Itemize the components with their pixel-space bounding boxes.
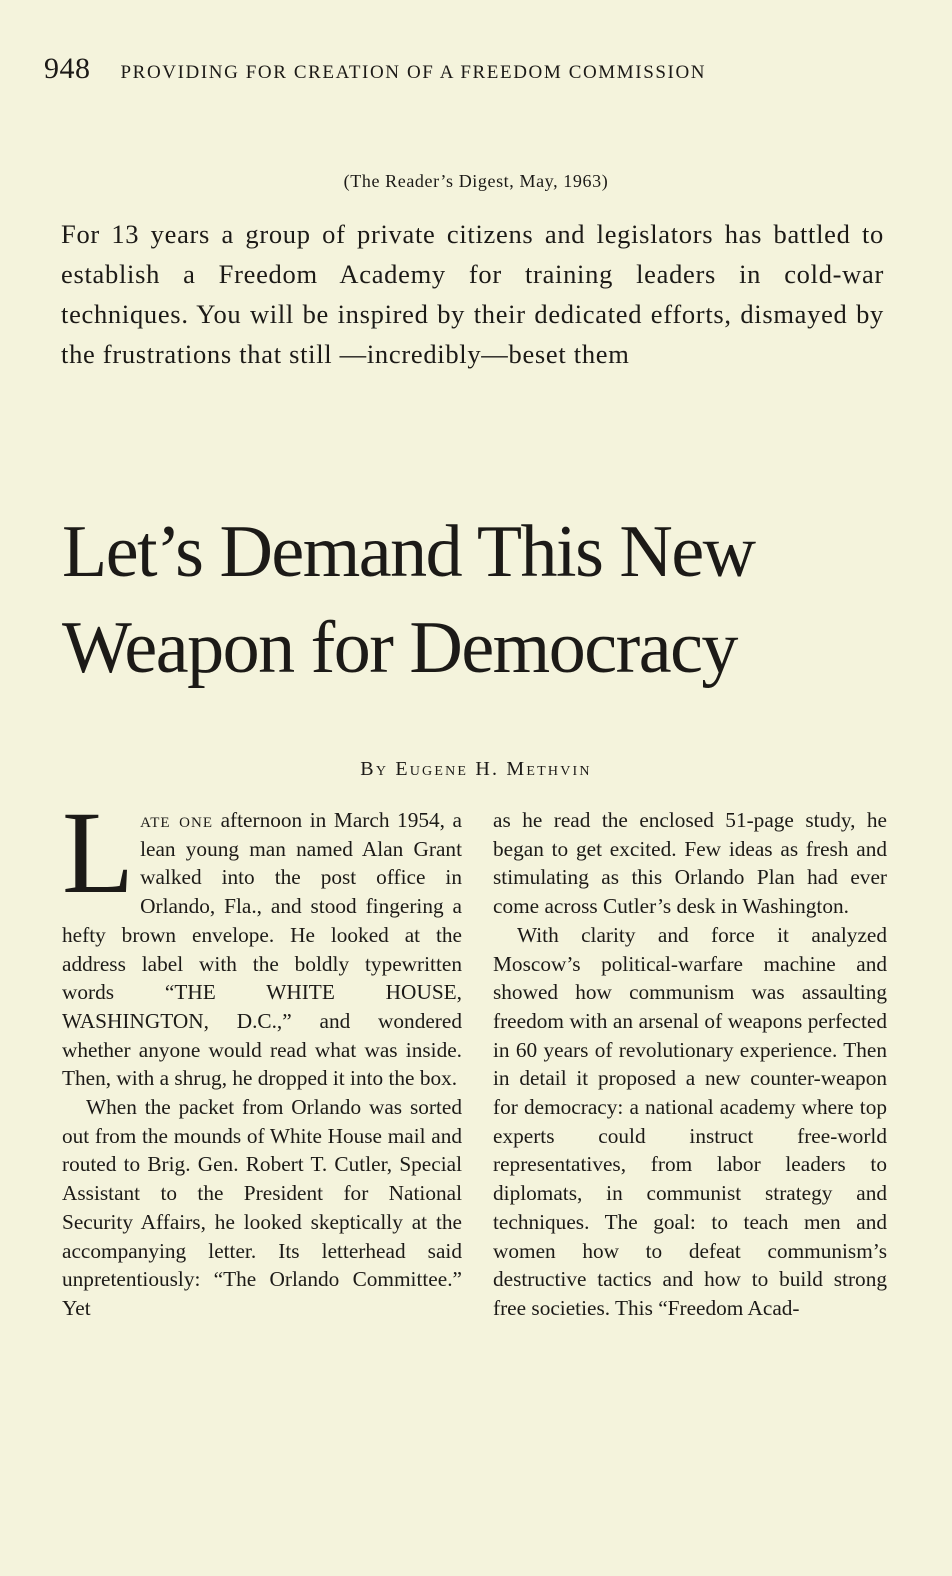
headline-line-1: Let’s Demand This New — [62, 511, 755, 593]
article-column-left — [62, 787, 462, 1323]
article-headline — [62, 504, 902, 696]
running-head — [44, 52, 844, 86]
page-number: 948 — [44, 52, 91, 85]
lead-in: ate one — [140, 808, 213, 832]
paragraph: as he read the enclosed 51-page study, he began to get excited. Few ideas as fresh and stimulating as this Orlando Plan had ever come across Cutler’s desk in Washington. — [493, 808, 887, 919]
paragraph-text: afternoon in March 1954, a lean young man named Alan Grant walked into the post office in Orlando, Fla., and stood fingering a hefty brown envelope. He looked at the address label with the boldly typewritten words “THE WHITE HOUSE, WASHINGTON, D.C.,” and wondered whether anyone would read what was inside. Then, with a shrug, he dropped it into the box. — [62, 808, 462, 1091]
running-title: PROVIDING FOR CREATION OF A FREEDOM COMMISSION — [120, 62, 707, 83]
drop-cap: L — [62, 787, 135, 918]
paragraph — [62, 787, 462, 1093]
source-citation: (The Reader’s Digest, May, 1963) — [343, 171, 609, 191]
byline: By Eugene H. Methvin — [360, 758, 592, 780]
paragraph: With clarity and force it analyzed Moscow’s political-warfare machine and showed how communism was assaulting freedom with an arsenal of weapons perfected in 60 years of revolutionary experience. Then in detail it proposed a new counter-weapon for democracy: a national academy where top experts could instruct free-world representatives, from labor leaders to diplomats, in communist strategy and techniques. The goal: to teach men and women how to defeat communism’s destructive tactics and how to build strong free societies. This “Freedom Acad- — [493, 922, 887, 1320]
article-deck: For 13 years a group of private citizens and legislators has battled to establish a Freedom Academy for training leaders in cold-war techniques. You will be inspired by their dedicated efforts, dismayed by the frustrations that still —incredibly—beset them — [61, 219, 884, 369]
paragraph: When the packet from Orlando was sorted out from the mounds of White House mail and routed to Brig. Gen. Robert T. Cutler, Special Assistant to the President for National Security Affairs, he looked skeptically at the accompanying letter. Its letterhead said unpretentiously: “The Orlando Committee.” Yet — [62, 1095, 462, 1320]
headline-line-2: Weapon for Democracy — [62, 607, 737, 689]
article-column-right — [493, 806, 887, 1323]
